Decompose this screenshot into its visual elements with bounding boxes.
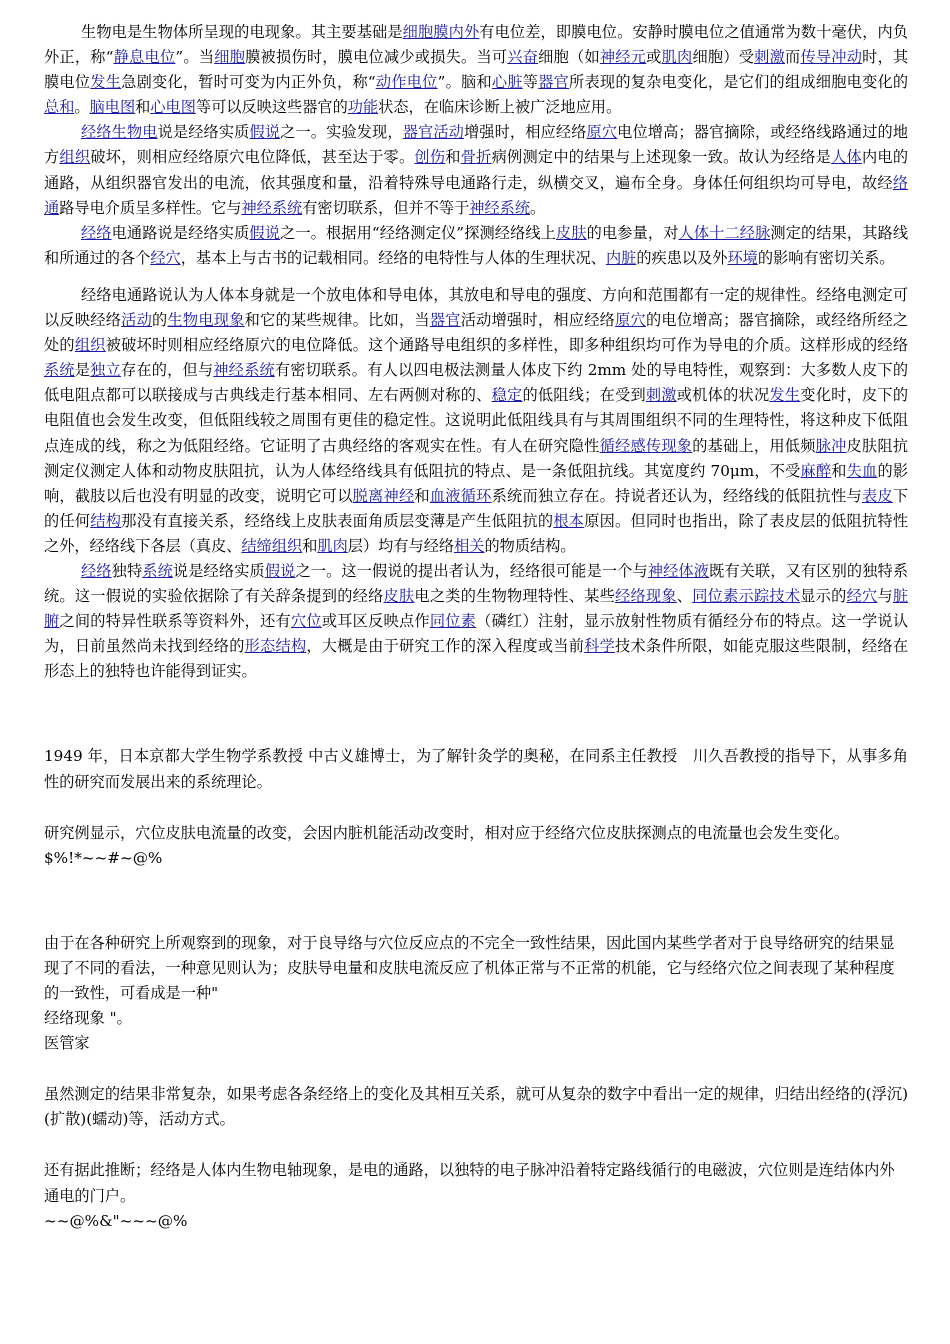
text-run: 的 bbox=[152, 311, 168, 330]
text-run: 有密切联系。有人以四电极法测量人体皮下约 2mm 处的导电特性，观察到：大多数人皮下的低电阻点都可以联接成与古典线走行基本相同、左右两侧对称的、 bbox=[44, 361, 909, 405]
term-link[interactable]: 细胞膜内外 bbox=[402, 23, 480, 41]
term-link[interactable]: 器官活动 bbox=[402, 123, 464, 142]
term-link[interactable]: 同位素 bbox=[429, 612, 477, 631]
text-run: 的基础上，用低频 bbox=[692, 436, 816, 455]
term-link[interactable]: 心电图 bbox=[150, 98, 196, 117]
term-link[interactable]: 肌肉 bbox=[661, 48, 693, 67]
text-run: 或 bbox=[646, 48, 662, 67]
term-link[interactable]: 脱离神经 bbox=[352, 486, 415, 505]
paragraph bbox=[44, 559, 908, 684]
text-run: 还有据此推断；经络是人体内生物电轴现象，是电的通路，以独特的电子脉冲沿着特定路线循行的电磁波，穴位则是连结体内外通电的门户。 bbox=[44, 1161, 895, 1205]
text-run: 和它的某些规律。比如，当 bbox=[244, 311, 430, 330]
paragraph bbox=[44, 283, 908, 559]
term-link[interactable]: 结缔组织 bbox=[241, 536, 303, 555]
term-link[interactable]: 内脏 bbox=[605, 248, 637, 267]
text-run: ”。脑和 bbox=[437, 73, 492, 92]
term-link[interactable]: 神经系统 bbox=[213, 361, 275, 380]
text-run: 路导电介质呈多样性。它与 bbox=[59, 198, 242, 217]
text-run: ”。当 bbox=[175, 48, 215, 67]
text-run: 病例测定中的结果与上述现象一致。故认为经络是 bbox=[491, 148, 832, 167]
term-link[interactable]: 根本 bbox=[553, 511, 585, 530]
text-run: 皮肤阻抗测定仪测定人体和动物皮肤阻抗，认为人体经络线具有低阻抗的特点、是一条低阻抗线。其宽度约 70μm，不受 bbox=[44, 436, 909, 480]
text-run: 的电参量，对 bbox=[586, 223, 679, 242]
text-run: 是 bbox=[74, 361, 91, 380]
term-link[interactable]: 原穴 bbox=[586, 123, 618, 142]
term-link[interactable]: 神经元 bbox=[599, 48, 647, 67]
text-run: 被破坏时则相应经络原穴的电位降低。这个通路导电组织的多样性，即多种组织均可作为导电的介质。这样形成的经络 bbox=[105, 336, 909, 355]
text-run: 的疾患以及外 bbox=[636, 248, 728, 267]
text-run: 层）均有与经络 bbox=[347, 536, 455, 555]
text-run: 经络电通路说认为人体本身就是一个放电体和导电体，其放电和导电的强度、方向和范围都有一定的规律性。经络电测定可以反映经络 bbox=[44, 285, 908, 330]
text-run: 独特 bbox=[111, 561, 143, 580]
text-run: ，基本上与古书的记载相同。经络的电特性与人体的生理状况、 bbox=[180, 248, 606, 267]
text-run: 虽然测定的结果非常复杂，如果考虑各条经络上的变化及其相互关系，就可从复杂的数字中看出一定的规律，归结出经络的(浮沉)(扩散)(蠕动)等，活动方式。 bbox=[44, 1085, 908, 1129]
term-link[interactable]: 环境 bbox=[727, 248, 758, 267]
text-run: 状态，在临床诊断上被广泛地应用。 bbox=[378, 98, 622, 117]
paragraph bbox=[44, 20, 908, 120]
term-link[interactable]: 同位素示踪技术 bbox=[692, 587, 801, 606]
term-link[interactable]: 静息电位 bbox=[113, 48, 176, 67]
term-link[interactable]: 活动 bbox=[121, 311, 153, 330]
paragraph bbox=[44, 744, 908, 794]
term-link[interactable]: 稳定 bbox=[491, 386, 523, 405]
term-link[interactable]: 经络 bbox=[81, 561, 112, 580]
text-run: ，大概是由于研究工作的深入程度或当前 bbox=[306, 637, 585, 656]
term-link[interactable]: 神经系统 bbox=[241, 198, 303, 217]
term-link[interactable]: 经络现象 bbox=[615, 587, 677, 606]
text-run: 系统而独立存在。持说者还认为，经络线的低阻抗性与 bbox=[491, 486, 862, 505]
text-run: 之间的特异性联系等资料外，还有 bbox=[59, 612, 291, 631]
term-link[interactable]: 表皮 bbox=[861, 486, 893, 505]
text-run: 技术条件所限，如能克服这些限制，经络在形态上的独特也许能得到证实。 bbox=[44, 637, 909, 681]
term-link[interactable]: 原穴 bbox=[615, 311, 646, 330]
document-body bbox=[44, 20, 908, 1234]
text-run: 而 bbox=[785, 48, 801, 67]
text-run: 变化时，皮下的电阻值也会发生改变，但低阻线较之周围有更佳的稳定性。这说明此低阻线具有与其周围组织不同的生理特性，将这种皮下低阻点连成的线，称之为低阻经络。它证明了古典经络的客观实在性。有人在研究隐性 bbox=[44, 386, 909, 455]
paragraph bbox=[44, 931, 908, 1056]
term-link[interactable]: 经穴 bbox=[150, 248, 181, 267]
text-run: 的影响有密切关系。 bbox=[757, 248, 895, 267]
term-link[interactable]: 皮肤 bbox=[383, 587, 415, 606]
text-run: 那没有直接关系，经络线上皮肤表面角质层变薄是产生低阻抗的 bbox=[121, 511, 554, 530]
text-run: 电通路说是经络实质 bbox=[111, 223, 250, 242]
text-run: 的物质结构。 bbox=[484, 536, 576, 555]
paragraph bbox=[44, 1158, 908, 1233]
term-link[interactable]: 功能 bbox=[347, 98, 379, 117]
term-link[interactable]: 系统 bbox=[44, 361, 75, 380]
text-run: 或机体的状况 bbox=[676, 386, 770, 405]
text-run: 增强时，相应经络 bbox=[463, 123, 587, 142]
text-run: 细胞）受 bbox=[692, 48, 755, 67]
text-run: 与 bbox=[877, 587, 893, 606]
text-run: 测定的结果，其路线和所通过的各个 bbox=[44, 223, 909, 267]
text-line: 经络现象 "。 bbox=[44, 1009, 132, 1028]
paragraph bbox=[44, 221, 908, 271]
term-link[interactable]: 皮肤 bbox=[556, 223, 587, 242]
term-link[interactable]: 失血 bbox=[846, 461, 878, 480]
text-run: 和 bbox=[831, 461, 847, 480]
term-link[interactable]: 系统 bbox=[142, 561, 173, 580]
paragraph-spacer bbox=[44, 271, 908, 283]
text-run: 急剧变化，暂时可变为内正外负，称“ bbox=[121, 73, 376, 92]
text-run: 细胞（如 bbox=[538, 48, 600, 67]
text-run: 的电位增高；器官摘除，或经络所经之处的 bbox=[44, 311, 909, 355]
text-run: 和 bbox=[445, 148, 461, 167]
term-link[interactable]: 细胞 bbox=[214, 48, 246, 67]
paragraph-spacer bbox=[44, 871, 908, 931]
term-link[interactable]: 人体 bbox=[831, 148, 862, 167]
term-link[interactable]: 脏腑 bbox=[44, 587, 909, 631]
term-link[interactable]: 组织 bbox=[59, 148, 91, 167]
term-link[interactable]: 血液循环 bbox=[429, 486, 492, 505]
text-run: 原因。但同时也指出，除了表皮层的低阻抗特性之外，经络线下各层（真皮、 bbox=[44, 511, 909, 555]
text-run: 说是经络实质 bbox=[157, 123, 250, 142]
text-run: 电位增高；器官摘除，或经络线路通过的地方 bbox=[44, 123, 909, 167]
text-run: 的影响，截肢以后也没有明显的改变，说明它可以 bbox=[44, 461, 909, 505]
paragraph bbox=[44, 120, 908, 220]
term-link[interactable]: 发生 bbox=[769, 386, 801, 405]
text-run: 。 bbox=[530, 198, 546, 217]
text-run: 、 bbox=[676, 587, 693, 606]
text-run: 研究例显示，穴位皮肤电流量的改变，会因内脏机能活动改变时，相对应于经络穴位皮肤探测点的电流量也会发生变化。 bbox=[44, 823, 849, 842]
text-run: 所表现的复杂电变化，是它们的组成细胞电变化的 bbox=[569, 73, 909, 92]
term-link[interactable]: 假说 bbox=[249, 123, 281, 142]
text-run: 说是经络实质 bbox=[172, 561, 265, 580]
term-link[interactable]: 经穴 bbox=[846, 587, 878, 606]
term-link[interactable]: 经络 bbox=[81, 223, 112, 242]
term-link[interactable]: 人体十二经脉 bbox=[678, 223, 771, 242]
term-link[interactable]: 传导冲动 bbox=[800, 48, 863, 67]
paragraph-spacer bbox=[44, 684, 908, 744]
term-link[interactable]: 总和 bbox=[44, 98, 75, 117]
text-run: 下的任何 bbox=[44, 486, 909, 530]
text-run: 膜被损伤时，膜电位减少或损失。当可 bbox=[245, 48, 508, 67]
text-run: 有电位差，即膜电位。安静时膜电位之值通常为数十毫伏，内负外正，称“ bbox=[44, 23, 909, 67]
text-run: 存在的，但与 bbox=[120, 361, 214, 380]
text-run: 或耳区反映点作 bbox=[321, 612, 430, 631]
term-link[interactable]: 形态结构 bbox=[244, 637, 307, 656]
text-line: $%!*~~#~@% bbox=[44, 848, 163, 867]
paragraph bbox=[44, 821, 908, 871]
term-link[interactable]: 相关 bbox=[454, 536, 485, 555]
paragraph-spacer bbox=[44, 1132, 908, 1158]
term-link[interactable]: 器官 bbox=[429, 311, 461, 330]
text-run: 之一。实验发现， bbox=[280, 123, 403, 142]
text-run: 有密切联系，但并不等于 bbox=[302, 198, 470, 217]
term-link[interactable]: 刺激 bbox=[754, 48, 786, 67]
text-run: （磷红）注射，显示放射性物质有循经分布的特点。这一学说认为，日前虽然尚未找到经络的 bbox=[44, 612, 909, 656]
text-run: 和 bbox=[135, 98, 151, 117]
text-run: 内电的通路，从组织器官发出的电流，依其强度和量，沿着特殊导电通路行走，纵横交叉，遍布全身。身体任何组织均可导电，故经 bbox=[44, 148, 909, 192]
text-run: 等可以反映这些器官的 bbox=[195, 98, 348, 117]
text-run: 之一。这一假说的提出者认为，经络很可能是一个与 bbox=[295, 561, 648, 580]
paragraph bbox=[44, 1082, 908, 1132]
text-run: 活动增强时，相应经络 bbox=[460, 311, 616, 330]
term-link[interactable]: 假说 bbox=[249, 223, 281, 242]
text-run: 。 bbox=[74, 98, 90, 117]
term-link[interactable]: 器官 bbox=[538, 73, 570, 92]
paragraph-spacer bbox=[44, 1056, 908, 1082]
text-run: 和 bbox=[302, 536, 318, 555]
text-run: 破坏，则相应经络原穴电位降低，甚至达于零。 bbox=[90, 148, 415, 167]
paragraph-spacer bbox=[44, 795, 908, 821]
term-link[interactable]: 发生 bbox=[90, 73, 122, 92]
term-link[interactable]: 骨折 bbox=[460, 148, 492, 167]
term-link[interactable]: 生物电现象 bbox=[167, 311, 245, 330]
term-link[interactable]: 科学 bbox=[584, 637, 616, 656]
term-link[interactable]: 脑电图 bbox=[89, 98, 136, 117]
term-link[interactable]: 结构 bbox=[90, 511, 122, 530]
text-run: 和 bbox=[414, 486, 430, 505]
text-run: 既有关联，又有区别的独特系统。这一假说的实验依据除了有关辞条提到的经络 bbox=[44, 561, 909, 606]
term-link[interactable]: 假说 bbox=[264, 561, 296, 580]
term-link[interactable]: 心脏 bbox=[491, 73, 523, 92]
text-line: ~~@%&"~~~@% bbox=[44, 1211, 188, 1230]
term-link[interactable]: 兴奋 bbox=[507, 48, 539, 67]
text-run: 显示的 bbox=[800, 587, 847, 606]
text-line: 医管家 bbox=[44, 1034, 90, 1053]
term-link[interactable]: 麻醉 bbox=[800, 461, 832, 480]
text-run: 等 bbox=[522, 73, 539, 92]
term-link[interactable]: 组织 bbox=[74, 336, 106, 355]
text-run: 的低阻线；在受到 bbox=[522, 386, 646, 405]
term-link[interactable]: 穴位 bbox=[290, 612, 322, 631]
term-link[interactable]: 肌肉 bbox=[317, 536, 348, 555]
term-link[interactable]: 经络生物电 bbox=[81, 123, 158, 142]
text-run: 由于在各种研究上所观察到的现象，对于良导络与穴位反应点的不完全一致性结果，因此国内某些学者对于良导络研究的结果显现了不同的看法，一种意见则认为；皮肤导电量和皮肤电流反应了机体正常与不正常的机能，它与经络穴位之间表现了某种程度的一致性，可看成是一种" bbox=[44, 933, 895, 1002]
term-link[interactable]: 神经体液 bbox=[647, 561, 710, 580]
term-link[interactable]: 脉冲 bbox=[815, 436, 847, 455]
term-link[interactable]: 神经系统 bbox=[469, 198, 530, 217]
term-link[interactable]: 循经感传现象 bbox=[599, 436, 693, 455]
text-run: 时，其膜电位 bbox=[44, 48, 909, 92]
text-run: 之一。根据用“经络测定仪”探测经络线上 bbox=[280, 223, 557, 242]
text-run: 生物电是生物体所呈现的电现象。其主要基础是 bbox=[81, 23, 403, 41]
text-run: 电之类的生物物理特性、某些 bbox=[414, 587, 616, 606]
term-link[interactable]: 创伤 bbox=[414, 148, 446, 167]
term-link[interactable]: 动作电位 bbox=[375, 73, 438, 92]
term-link[interactable]: 独立 bbox=[90, 361, 121, 380]
text-run: 1949 年，日本京都大学生物学系教授 中古义雄博士，为了解针灸学的奥秘，在同系主任教授 川久吾教授的指导下，从事多角性的研究而发展出来的系统理论。 bbox=[44, 747, 908, 791]
term-link[interactable]: 络通 bbox=[44, 173, 908, 217]
term-link[interactable]: 刺激 bbox=[645, 386, 677, 405]
